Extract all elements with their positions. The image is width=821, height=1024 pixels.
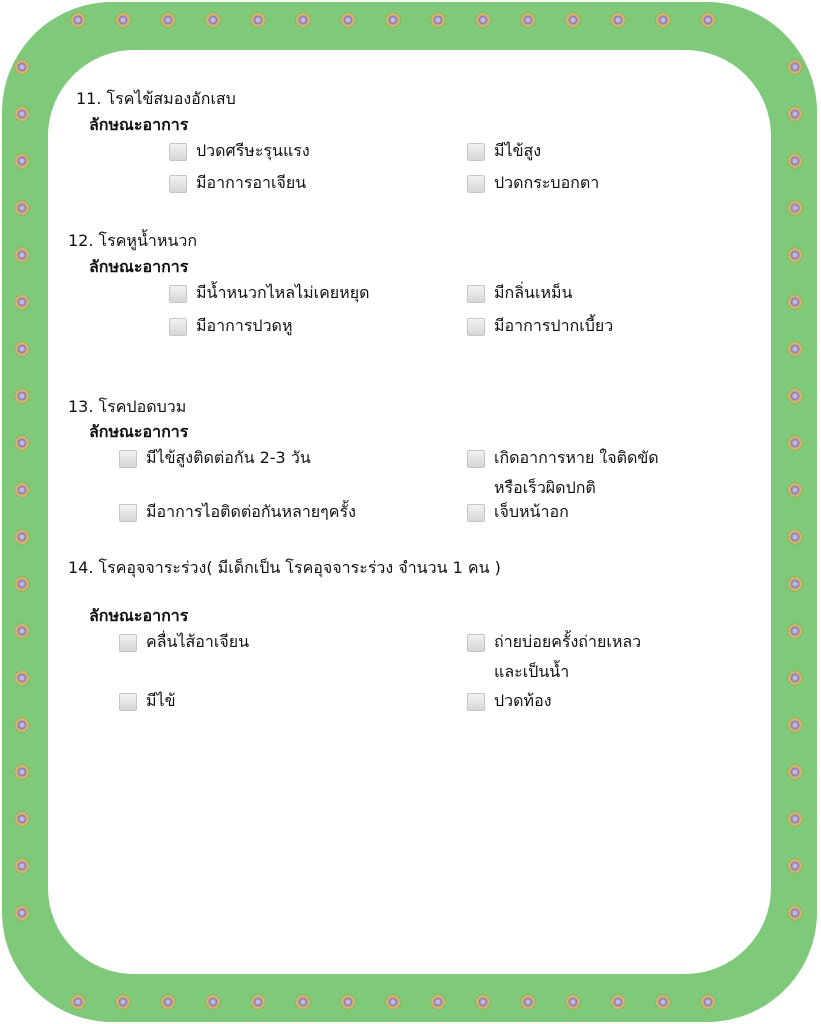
checkbox-option[interactable] bbox=[467, 633, 641, 687]
checkbox-option[interactable] bbox=[467, 142, 541, 166]
option-label: มีไข้ bbox=[146, 691, 176, 710]
section-label-14: ลักษณะอาการ bbox=[89, 606, 189, 625]
checkbox[interactable] bbox=[119, 504, 137, 522]
section-heading-13: 13. โรคปอดบวม bbox=[68, 397, 187, 416]
checkbox[interactable] bbox=[467, 693, 485, 711]
checkbox[interactable] bbox=[169, 285, 187, 303]
option-label: มีอาการปากเบี้ยว bbox=[494, 316, 614, 335]
checkbox-option[interactable] bbox=[169, 174, 306, 198]
checkbox[interactable] bbox=[169, 143, 187, 161]
checkbox-option[interactable] bbox=[169, 317, 292, 341]
option-label: เกิดอาการหาย ใจติดขัด หรือเร็วผิดปกติ bbox=[494, 448, 659, 497]
section-label-12: ลักษณะอาการ bbox=[89, 257, 189, 276]
option-label: ถ่ายบ่อยครั้งถ่ายเหลว และเป็นน้ำ bbox=[494, 632, 642, 681]
checkbox[interactable] bbox=[119, 634, 137, 652]
section-heading-14: 14. โรคอุจจาระร่วง( มีเด็กเป็น โรคอุจจาระร่วง จำนวน 1 คน ) bbox=[68, 558, 501, 577]
option-label: ปวดท้อง bbox=[494, 691, 552, 710]
option-label: เจ็บหน้าอก bbox=[494, 502, 569, 521]
checkbox-option[interactable] bbox=[119, 633, 249, 657]
checkbox-option[interactable] bbox=[169, 142, 310, 166]
checkbox[interactable] bbox=[467, 504, 485, 522]
checkbox-option[interactable] bbox=[467, 503, 569, 527]
checkbox-option[interactable] bbox=[467, 317, 613, 341]
option-label: มีอาการไอติดต่อกันหลายๆครั้ง bbox=[146, 502, 356, 521]
option-label: ปวดกระบอกตา bbox=[494, 173, 600, 192]
checkbox[interactable] bbox=[467, 175, 485, 193]
checkbox[interactable] bbox=[467, 634, 485, 652]
checkbox[interactable] bbox=[467, 450, 485, 468]
checkbox-option[interactable] bbox=[119, 692, 176, 716]
checkbox[interactable] bbox=[169, 175, 187, 193]
option-label: มีอาการอาเจียน bbox=[196, 173, 307, 192]
checkbox[interactable] bbox=[467, 318, 485, 336]
checkbox-option[interactable] bbox=[467, 284, 572, 308]
option-label: มีอาการปวดหู bbox=[196, 316, 293, 335]
option-label: มีไข้สูง bbox=[494, 141, 542, 160]
checkbox[interactable] bbox=[119, 450, 137, 468]
checkbox-option[interactable] bbox=[467, 174, 599, 198]
option-label: ปวดศรีษะรุนแรง bbox=[196, 141, 310, 160]
checkbox[interactable] bbox=[467, 143, 485, 161]
checkbox-option[interactable] bbox=[467, 449, 659, 503]
checkbox[interactable] bbox=[467, 285, 485, 303]
checkbox-option[interactable] bbox=[119, 503, 356, 527]
section-label-11: ลักษณะอาการ bbox=[89, 115, 189, 134]
option-label: มีกลิ่นเหม็น bbox=[494, 283, 573, 302]
section-label-13: ลักษณะอาการ bbox=[89, 422, 189, 441]
section-heading-12: 12. โรคหูน้ำหนวก bbox=[68, 231, 198, 250]
option-label: มีน้ำหนวกไหลไม่เคยหยุด bbox=[196, 283, 370, 302]
checkbox-option[interactable] bbox=[169, 284, 369, 308]
checkbox[interactable] bbox=[119, 693, 137, 711]
checkbox-option[interactable] bbox=[467, 692, 552, 716]
section-heading-11: 11. โรคไข้สมองอักเสบ bbox=[76, 89, 236, 108]
option-label: มีไข้สูงติดต่อกัน 2-3 วัน bbox=[146, 448, 311, 467]
option-label: คลื่นไส้อาเจียน bbox=[146, 632, 250, 651]
checkbox-option[interactable] bbox=[119, 449, 311, 473]
checkbox[interactable] bbox=[169, 318, 187, 336]
